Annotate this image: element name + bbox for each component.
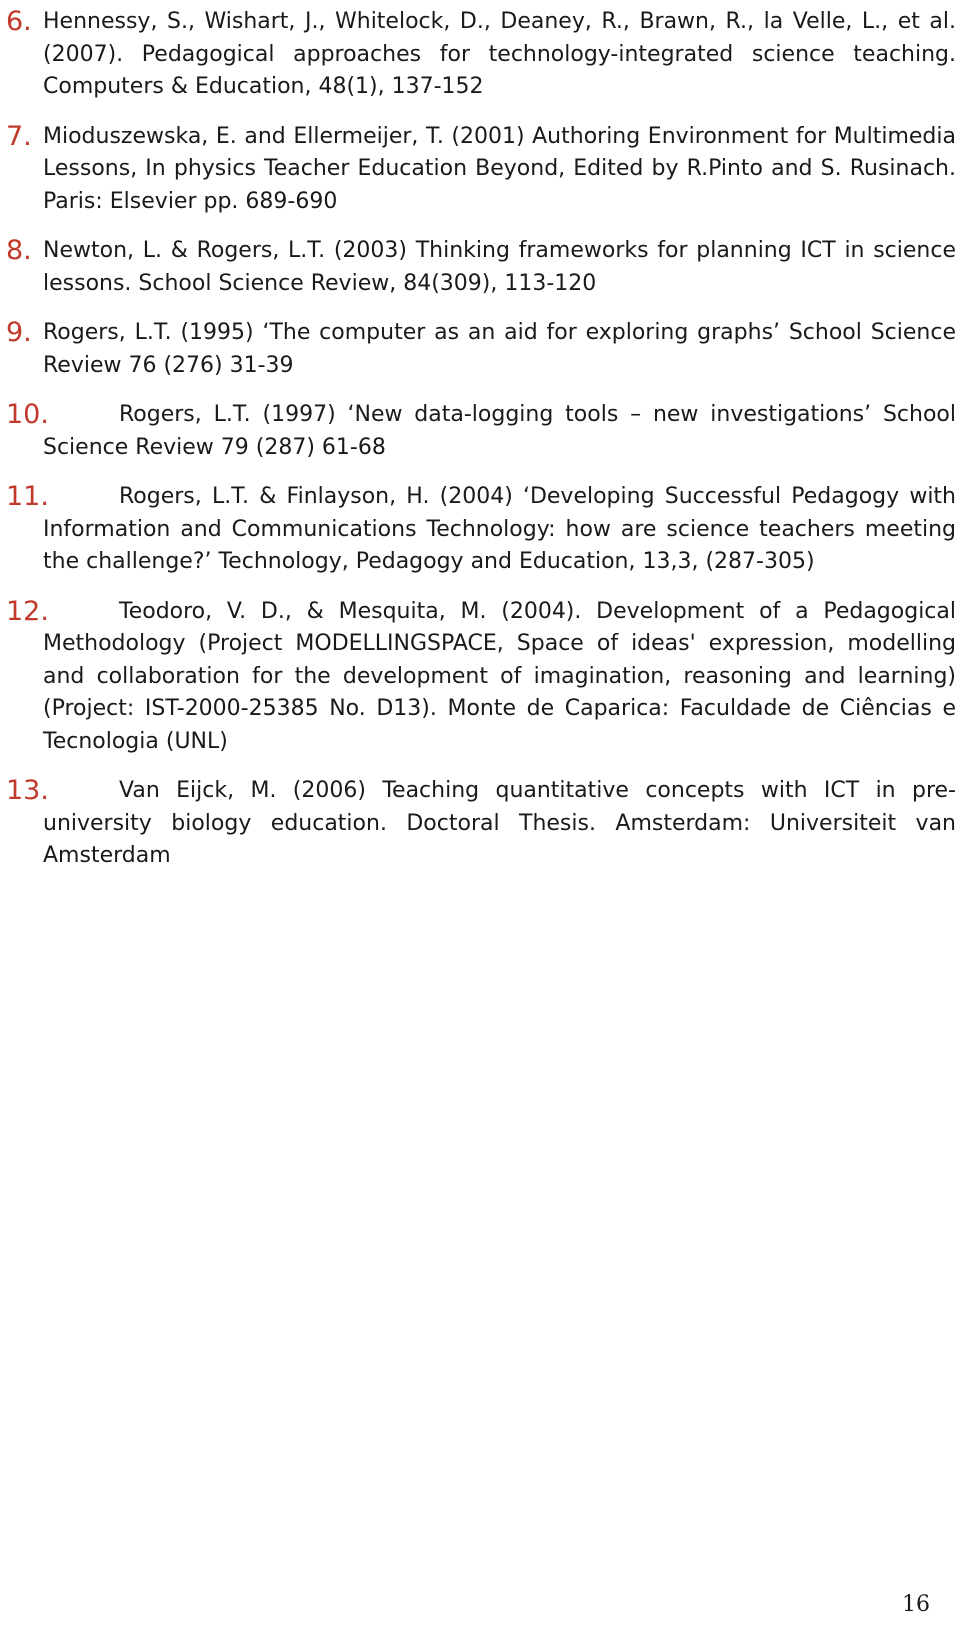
reference-item-13 [6, 775, 956, 873]
reference-item-6 [6, 6, 956, 104]
reference-item-10 [6, 399, 956, 464]
reference-item-7 [6, 121, 956, 219]
reference-list [6, 6, 956, 890]
reference-text: Rogers, L.T. & Finlayson, H. (2004) ‘Developing Successful Pedagogy with Information and Communications Technology: how are science teachers meeting the challenge?’ Technology, Pedagogy and Education, 13,3, (287-305) [43, 484, 956, 574]
reference-number: 12. [6, 595, 49, 627]
reference-item-11 [6, 481, 956, 579]
page-number: 16 [902, 1592, 930, 1617]
reference-text: Hennessy, S., Wishart, J., Whitelock, D., Deaney, R., Brawn, R., la Velle, L., et al. (2007). Pedagogical approaches for technology-integrated science teaching. Computers & Education, 48(1), 137-152 [43, 9, 956, 99]
reference-number: 8. [6, 235, 32, 266]
reference-number: 10. [6, 399, 49, 430]
reference-number: 13. [6, 775, 49, 806]
reference-item-8 [6, 235, 956, 300]
reference-text: Mioduszewska, E. and Ellermeijer, T. (2001) Authoring Environment for Multimedia Lessons, In physics Teacher Education Beyond, Edited by R.Pinto and S. Rusinach. Paris: Elsevier pp. 689-690 [43, 123, 956, 214]
reference-item-12 [6, 596, 956, 759]
reference-number: 11. [6, 481, 49, 512]
reference-number: 9. [6, 317, 32, 348]
reference-text: Rogers, L.T. (1995) ‘The computer as an aid for exploring graphs’ School Science Review 76 (276) 31-39 [43, 320, 956, 378]
reference-number: 7. [6, 120, 32, 152]
reference-text: Teodoro, V. D., & Mesquita, M. (2004). Development of a Pedagogical Methodology (Project MODELLINGSPACE, Space of ideas' expression, modelling and collaboration for the development of imagination, reasoning and learning) (Project: IST-2000-25385 No. D13). Monte de Caparica: Faculdade de Ciências e Tecnologia (UNL) [43, 598, 956, 754]
reference-text: Van Eijck, M. (2006) Teaching quantitative concepts with ICT in pre-university biology education. Doctoral Thesis. Amsterdam: Universiteit van Amsterdam [43, 778, 956, 868]
reference-number: 6. [6, 6, 32, 37]
reference-text: Rogers, L.T. (1997) ‘New data-logging tools – new investigations’ School Science Review 79 (287) 61-68 [43, 402, 956, 460]
reference-item-9 [6, 317, 956, 382]
reference-text: Newton, L. & Rogers, L.T. (2003) Thinking frameworks for planning ICT in science lessons. School Science Review, 84(309), 113-120 [43, 238, 956, 296]
